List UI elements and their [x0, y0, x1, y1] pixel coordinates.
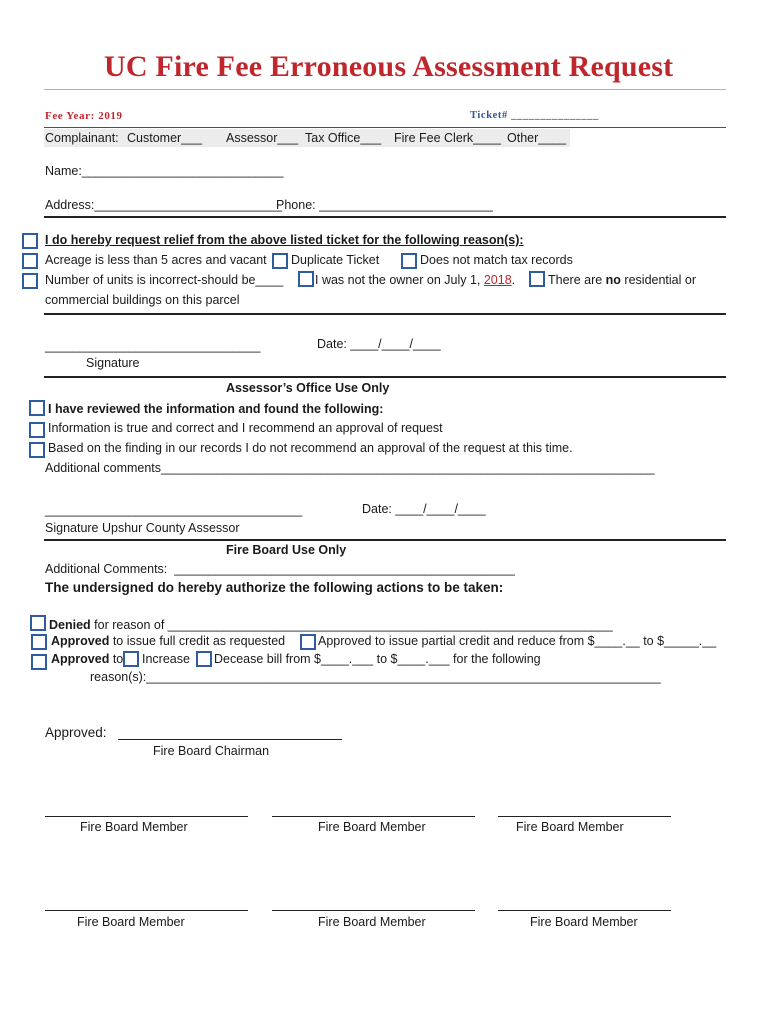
member-signature-line-4[interactable] [45, 910, 248, 911]
increase-checkbox[interactable] [123, 651, 139, 667]
complainant-fire-fee-clerk[interactable]: Fire Fee Clerk____ [394, 131, 501, 145]
not-recommend-checkbox[interactable] [29, 442, 45, 458]
assessor-comments[interactable]: Additional comments_______________________________________________________________________ [45, 461, 655, 475]
header-rule [44, 127, 726, 128]
approved-to-checkbox[interactable] [31, 654, 47, 670]
acreage-checkbox[interactable] [22, 253, 38, 269]
authorize-statement: The undersigned do hereby authorize the following actions to be taken: [45, 580, 504, 595]
form-title: UC Fire Fee Erroneous Assessment Request [104, 50, 674, 83]
decrease-option: Decease bill from $____.___ to $____.___ for the following [214, 652, 541, 666]
member-signature-line-5[interactable] [272, 910, 475, 911]
member-label-4: Fire Board Member [77, 915, 185, 929]
duplicate-checkbox[interactable] [272, 253, 288, 269]
not-match-option: Does not match tax records [420, 253, 573, 267]
not-recommend-option: Based on the finding in our records I do not recommend an approval of the request at this time. [48, 441, 573, 455]
member-signature-line-6[interactable] [498, 910, 671, 911]
approved-partial-option: Approved to issue partial credit and reduce from $____.__ to $_____.__ [318, 634, 717, 648]
name-field[interactable]: Name:_____________________________ [45, 164, 284, 178]
member-label-5: Fire Board Member [318, 915, 426, 929]
decrease-checkbox[interactable] [196, 651, 212, 667]
units-checkbox[interactable] [22, 273, 38, 289]
not-owner-option: I was not the owner on July 1, 2018. [315, 273, 516, 287]
recommend-checkbox[interactable] [29, 422, 45, 438]
member-label-1: Fire Board Member [80, 820, 188, 834]
section-rule-3 [44, 376, 726, 378]
phone-field[interactable]: Phone: _________________________ [276, 198, 493, 212]
reviewed-statement: I have reviewed the information and found the following: [48, 402, 384, 416]
no-buildings-option: There are no residential or [548, 273, 696, 287]
section-rule-4 [44, 539, 726, 541]
relief-checkbox[interactable] [22, 233, 38, 249]
acreage-option: Acreage is less than 5 acres and vacant [45, 253, 267, 267]
units-option: Number of units is incorrect-should be____ [45, 273, 284, 287]
chairman-signature-line[interactable] [118, 739, 342, 740]
reasons-field[interactable]: reason(s):__________________________________________________________________________ [90, 670, 661, 684]
approved-label: Approved: [45, 725, 107, 740]
fee-year: Fee Year: 2019 [45, 110, 123, 122]
fireboard-heading: Fire Board Use Only [226, 543, 347, 557]
duplicate-option: Duplicate Ticket [291, 253, 380, 267]
member-label-6: Fire Board Member [530, 915, 638, 929]
relief-heading: I do hereby request relief from the above listed ticket for the following reason(s): [45, 233, 524, 247]
section-rule-2 [44, 313, 726, 315]
recommend-option: Information is true and correct and I recommend an approval of request [48, 421, 443, 435]
member-signature-line-2[interactable] [272, 816, 475, 817]
approved-to-option: Approved to [51, 652, 124, 666]
not-owner-checkbox[interactable] [298, 271, 314, 287]
complainant-label: Complainant: [45, 131, 119, 145]
member-label-3: Fire Board Member [516, 820, 624, 834]
complainant-customer[interactable]: Customer___ [127, 131, 203, 145]
complainant-assessor[interactable]: Assessor___ [226, 131, 299, 145]
section-rule-1 [44, 216, 726, 218]
title-rule [44, 89, 726, 90]
assessor-signature-label: Signature Upshur County Assessor [45, 521, 240, 535]
approved-partial-checkbox[interactable] [300, 634, 316, 650]
chairman-label: Fire Board Chairman [153, 744, 270, 758]
assessor-date[interactable]: Date: ____/____/____ [362, 502, 486, 516]
fireboard-comments[interactable]: Additional Comments: _________________________________________________ [45, 562, 515, 576]
complainant-date[interactable]: Date: ____/____/____ [317, 337, 441, 351]
member-signature-line-1[interactable] [45, 816, 248, 817]
not-match-checkbox[interactable] [401, 253, 417, 269]
member-label-2: Fire Board Member [318, 820, 426, 834]
increase-option: Increase [142, 652, 190, 666]
denied-option: Denied for reason of ________________________________________________________________ [49, 618, 613, 632]
reviewed-checkbox[interactable] [29, 400, 45, 416]
no-buildings-checkbox[interactable] [529, 271, 545, 287]
complainant-tax-office[interactable]: Tax Office___ [305, 131, 382, 145]
complainant-signature-label: Signature [86, 356, 140, 370]
complainant-other[interactable]: Other____ [507, 131, 567, 145]
no-buildings-option-cont: commercial buildings on this parcel [45, 293, 240, 307]
approved-full-checkbox[interactable] [31, 634, 47, 650]
member-signature-line-3[interactable] [498, 816, 671, 817]
assessor-heading: Assessor’s Office Use Only [226, 381, 390, 395]
ticket-number[interactable]: Ticket# _______________ [470, 110, 599, 121]
complainant-signature-line[interactable]: _______________________________ [45, 339, 261, 353]
address-field[interactable]: Address:___________________________ [45, 198, 283, 212]
denied-checkbox[interactable] [30, 615, 46, 631]
approved-full-option: Approved to issue full credit as requested [51, 634, 286, 648]
assessor-signature-line[interactable]: _____________________________________ [45, 503, 303, 517]
